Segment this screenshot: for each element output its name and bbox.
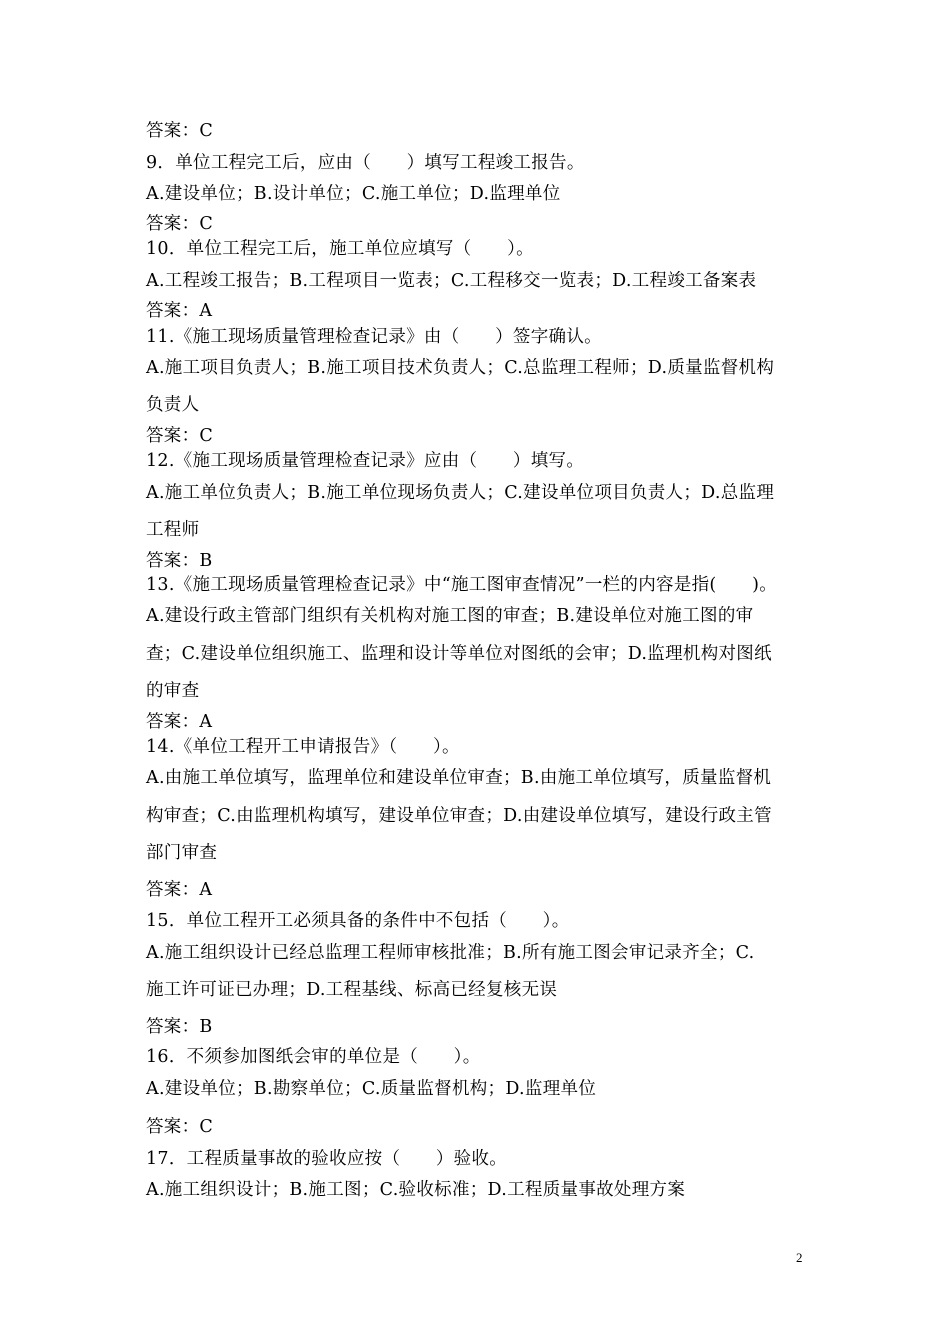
question-16: 16．不须参加图纸会审的单位是（ ）。 (146, 1047, 481, 1067)
question-11-options: A.施工项目负责人；B.施工项目技术负责人；C.总监理工程师；D.质量监督机构 (146, 358, 775, 378)
question-13-options-cont: 查；C.建设单位组织施工、监理和设计等单位对图纸的会审；D.监理机构对图纸 (146, 644, 772, 664)
question-10: 10．单位工程完工后，施工单位应填写（ ）。 (146, 239, 534, 259)
question-13-options: A.建设行政主管部门组织有关机构对施工图的审查；B.建设单位对施工图的审 (146, 606, 754, 626)
question-15-options-cont: 施工许可证已办理；D.工程基线、标高已经复核无误 (146, 980, 558, 1000)
question-13: 13.《施工现场质量管理检查记录》中“施工图审查情况”一栏的内容是指( )。 (146, 575, 778, 595)
page-number: 2 (796, 1250, 803, 1265)
answer-line: 答案：A (146, 880, 213, 900)
question-12: 12.《施工现场质量管理检查记录》应由（ ）填写。 (146, 451, 585, 471)
question-14-options: A.由施工单位填写，监理单位和建设单位审查；B.由施工单位填写，质量监督机 (146, 768, 772, 788)
question-12-options-cont: 工程师 (146, 520, 200, 540)
question-15: 15．单位工程开工必须具备的条件中不包括（ ）。 (146, 911, 570, 931)
question-9-options: A.建设单位；B.设计单位；C.施工单位；D.监理单位 (146, 184, 561, 204)
question-15-options: A.施工组织设计已经总监理工程师审核批准；B.所有施工图会审记录齐全；C. (146, 943, 755, 963)
question-14-options-cont: 构审查；C.由监理机构填写，建设单位审查；D.由建设单位填写，建设行政主管 (146, 806, 772, 826)
question-17: 17．工程质量事故的验收应按（ ）验收。 (146, 1149, 508, 1169)
answer-line: 答案：B (146, 1017, 213, 1037)
question-16-options: A.建设单位；B.勘察单位；C.质量监督机构；D.监理单位 (146, 1079, 597, 1099)
question-11: 11.《施工现场质量管理检查记录》由（ ）签字确认。 (146, 327, 602, 347)
question-13-options-cont: 的审查 (146, 681, 200, 701)
answer-line: 答案：B (146, 551, 213, 571)
question-17-options: A.施工组织设计；B.施工图；C.验收标准；D.工程质量事故处理方案 (146, 1180, 686, 1200)
answer-line: 答案：C (146, 1117, 214, 1137)
question-10-options: A.工程竣工报告；B.工程项目一览表；C.工程移交一览表；D.工程竣工备案表 (146, 271, 757, 291)
question-12-options: A.施工单位负责人；B.施工单位现场负责人；C.建设单位项目负责人；D.总监理 (146, 483, 775, 503)
answer-line: 答案：A (146, 712, 213, 732)
question-14: 14.《单位工程开工申请报告》（ ）。 (146, 737, 460, 757)
answer-line: 答案：A (146, 301, 213, 321)
answer-line: 答案：C (146, 214, 214, 234)
question-11-options-cont: 负责人 (146, 395, 200, 415)
question-9: 9．单位工程完工后，应由（ ）填写工程竣工报告。 (146, 153, 585, 173)
answer-line: 答案：C (146, 426, 214, 446)
answer-line: 答案：C (146, 121, 214, 141)
question-14-options-cont: 部门审查 (146, 843, 218, 863)
